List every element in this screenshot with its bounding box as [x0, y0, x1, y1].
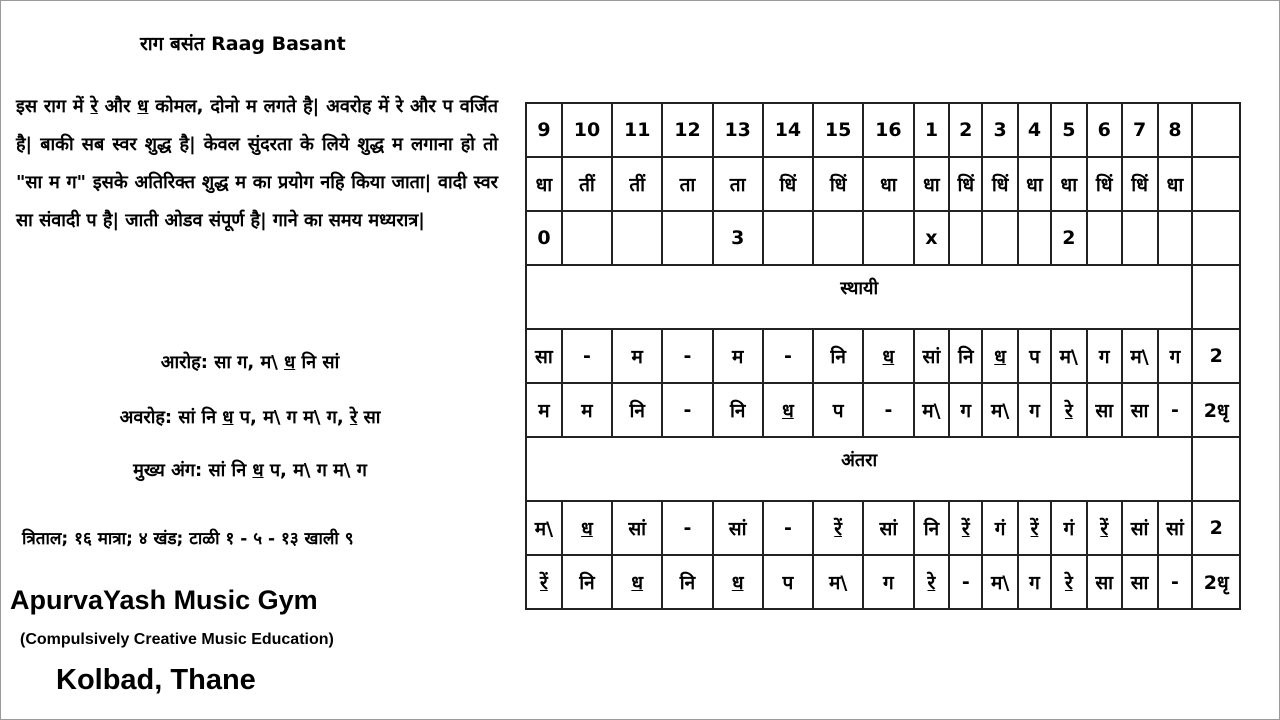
note-cell — [713, 555, 763, 609]
note-cell — [863, 383, 913, 437]
komal-note: रें — [961, 518, 970, 540]
note-cell — [1192, 555, 1240, 609]
mukhya-ang-line — [0, 458, 500, 482]
komal-note: रे — [927, 572, 936, 594]
text-segment: नि सां — [295, 352, 340, 373]
note-cell — [1018, 383, 1051, 437]
note: नि — [679, 572, 696, 594]
empty-cell — [1192, 265, 1240, 329]
note-cell — [1087, 555, 1122, 609]
taali-khali-row-cell: 2 — [1051, 211, 1087, 265]
note-cell — [763, 329, 813, 383]
note-cell — [1122, 555, 1158, 609]
note: - — [583, 345, 591, 367]
sthayi-label: स्थायी — [526, 265, 1192, 329]
note-cell — [1087, 501, 1122, 555]
note: - — [683, 345, 692, 367]
note: 2धृ — [1203, 400, 1229, 422]
note-cell — [562, 329, 612, 383]
aroh-line — [0, 350, 500, 374]
taali-khali-row-cell: x — [914, 211, 950, 265]
taali-khali-row-cell — [863, 211, 913, 265]
taal-info: त्रिताल; १६ मात्रा; ४ खंड; टाळी १ - ५ - १३ खाली ९ — [22, 529, 354, 549]
theka-bol-row-cell: ता — [713, 157, 763, 211]
komal-note: रें — [834, 518, 843, 540]
note-cell — [1051, 383, 1087, 437]
note: 2 — [1209, 345, 1223, 367]
note: गं — [994, 518, 1006, 540]
komal-note: रे — [1064, 572, 1073, 594]
note-cell — [813, 329, 863, 383]
note: प — [832, 400, 844, 422]
note-cell — [1087, 383, 1122, 437]
note: ग — [1098, 346, 1110, 368]
note-cell — [562, 555, 612, 609]
note-cell — [526, 555, 562, 609]
text-segment: प, म\ ग म\ ग, — [233, 407, 350, 428]
note: - — [961, 571, 970, 593]
theka-bol-row-cell: धा — [1051, 157, 1087, 211]
note-cell — [1122, 329, 1158, 383]
beat-number-row-cell: 6 — [1087, 103, 1122, 157]
komal-note: ध — [222, 407, 234, 428]
theka-bol-row-cell: तीं — [612, 157, 662, 211]
note-cell — [813, 555, 863, 609]
note-cell — [612, 501, 662, 555]
komal-note: ध — [137, 96, 149, 117]
taali-khali-row-cell — [1122, 211, 1158, 265]
antara-row — [526, 501, 1240, 555]
taali-khali-row-cell — [813, 211, 863, 265]
note: - — [683, 399, 692, 421]
note: म — [631, 346, 643, 368]
theka-bol-row-cell: धा — [914, 157, 950, 211]
taali-khali-row-cell — [1018, 211, 1051, 265]
note: ग — [960, 400, 972, 422]
avroh-line — [0, 405, 500, 429]
note: - — [1171, 399, 1179, 421]
beat-number-row-cell: 12 — [662, 103, 712, 157]
beat-number-row-cell: 5 — [1051, 103, 1087, 157]
note-cell — [612, 383, 662, 437]
antara-label-row — [526, 437, 1240, 501]
beat-number-row-cell: 10 — [562, 103, 612, 157]
note: सा — [1095, 572, 1114, 594]
note: - — [783, 517, 792, 539]
notation-table — [525, 102, 1241, 610]
note: - — [683, 517, 692, 539]
note: - — [783, 345, 792, 367]
note-cell — [982, 383, 1018, 437]
komal-note: रें — [1030, 518, 1039, 540]
komal-note: रे — [90, 96, 98, 117]
beat-number-row-cell: 2 — [949, 103, 982, 157]
taali-khali-row-cell — [982, 211, 1018, 265]
beat-number-row-cell: 14 — [763, 103, 813, 157]
note: नि — [830, 346, 846, 368]
beat-number-row-cell: 11 — [612, 103, 662, 157]
text-segment: प, म\ ग म\ ग — [263, 460, 367, 481]
note-cell — [1192, 501, 1240, 555]
komal-note: रे — [1064, 400, 1073, 422]
note-cell — [1018, 501, 1051, 555]
note-cell — [982, 555, 1018, 609]
note-cell — [526, 383, 562, 437]
note: नि — [958, 346, 974, 368]
note: नि — [629, 400, 645, 422]
theka-bol-row-cell: धा — [1018, 157, 1051, 211]
text-segment: कोमल, दोनो म लगते है| अवरोह में रे और प वर्जित है| बाकी सब स्वर शुद्ध है| केवल सुंदरता के लिये शुद्ध म लगाना हो तो "सा म ग" इसके अतिरिक्त शुद्ध म का प्रयोग नहि किया जाता| वादी स्वर सा संवादी प है| जाती ओडव संपूर्ण है| गाने का समय मध्यरात्र| — [16, 96, 499, 231]
text-segment: आरोह: सा ग, म\ — [160, 352, 285, 373]
note-cell — [1192, 383, 1240, 437]
note-cell — [949, 555, 982, 609]
note: सां — [628, 518, 647, 540]
note-cell — [982, 329, 1018, 383]
taali-khali-row-cell — [949, 211, 982, 265]
brand-tagline: (Compulsively Creative Music Education) — [20, 631, 334, 648]
beat-number-row-cell: 7 — [1122, 103, 1158, 157]
beat-number-row-cell: 3 — [982, 103, 1018, 157]
note-cell — [713, 501, 763, 555]
note-cell — [526, 329, 562, 383]
text-segment: मुख्य अंग: सां नि — [133, 460, 253, 481]
note-cell — [1018, 555, 1051, 609]
note: म\ — [534, 518, 554, 540]
taali-khali-row-cell — [1192, 211, 1240, 265]
note: सां — [1130, 518, 1149, 540]
note: म\ — [1059, 346, 1078, 368]
beat-number-row-cell: 13 — [713, 103, 763, 157]
komal-note: रे — [349, 407, 358, 428]
komal-note: ध — [731, 572, 744, 594]
note: नि — [579, 572, 595, 594]
note: सा — [1095, 400, 1114, 422]
theka-bol-row — [526, 157, 1240, 211]
brand-location: Kolbad, Thane — [56, 664, 256, 696]
text-segment: सा — [357, 407, 381, 428]
note-cell — [713, 329, 763, 383]
note: 2 — [1209, 517, 1223, 539]
taali-khali-row-cell — [1158, 211, 1193, 265]
note-cell — [914, 329, 950, 383]
note-cell — [562, 501, 612, 555]
taali-khali-row-cell — [662, 211, 712, 265]
note-cell — [949, 329, 982, 383]
note: ग — [1029, 400, 1040, 422]
taali-khali-row-cell: 3 — [713, 211, 763, 265]
sthayi-row — [526, 383, 1240, 437]
beat-number-row-cell: 4 — [1018, 103, 1051, 157]
theka-bol-row-cell: ता — [662, 157, 712, 211]
text-segment: अवरोह: सां नि — [119, 407, 223, 428]
note: म\ — [828, 572, 848, 594]
note-cell — [662, 555, 712, 609]
note-cell — [863, 329, 913, 383]
note: ग — [1169, 346, 1181, 368]
theka-bol-row-cell: धा — [1158, 157, 1193, 211]
text-segment: इस राग में — [16, 96, 91, 117]
note-cell — [526, 501, 562, 555]
note: सां — [728, 518, 747, 540]
note: म — [731, 346, 744, 368]
note-cell — [763, 501, 813, 555]
note-cell — [1122, 383, 1158, 437]
note-cell — [612, 555, 662, 609]
note-cell — [949, 383, 982, 437]
komal-note: ध — [994, 346, 1006, 368]
theka-bol-row-cell: धिं — [763, 157, 813, 211]
note-cell — [1158, 383, 1193, 437]
note: 2धृ — [1203, 572, 1229, 594]
note-cell — [1192, 329, 1240, 383]
note: म — [538, 400, 550, 422]
komal-note: ध — [631, 572, 644, 594]
note-cell — [914, 555, 950, 609]
note-cell — [982, 501, 1018, 555]
theka-bol-row-cell: धिं — [813, 157, 863, 211]
taali-khali-row-cell — [612, 211, 662, 265]
note-cell — [1051, 555, 1087, 609]
note-cell — [1051, 329, 1087, 383]
note-cell — [1051, 501, 1087, 555]
brand-name: ApurvaYash Music Gym — [10, 585, 318, 615]
taali-khali-row-cell — [763, 211, 813, 265]
note-cell — [914, 501, 950, 555]
beat-number-row-cell: 1 — [914, 103, 950, 157]
note-cell — [662, 329, 712, 383]
note-cell — [763, 555, 813, 609]
note: सां — [879, 518, 898, 540]
empty-cell — [1192, 437, 1240, 501]
note-cell — [1158, 555, 1193, 609]
note-cell — [713, 383, 763, 437]
note: सां — [1166, 518, 1184, 540]
taali-khali-row — [526, 211, 1240, 265]
note-cell — [813, 501, 863, 555]
note-cell — [662, 501, 712, 555]
beat-number-row-cell: 16 — [863, 103, 913, 157]
note: सां — [922, 346, 941, 368]
beat-number-row-cell — [1192, 103, 1240, 157]
note: सा — [1130, 572, 1149, 594]
note: ग — [1029, 572, 1040, 594]
note-cell — [949, 501, 982, 555]
beat-number-row-cell: 8 — [1158, 103, 1193, 157]
antara-row — [526, 555, 1240, 609]
note: म — [581, 400, 593, 422]
note: सा — [535, 346, 553, 368]
komal-note: ध — [284, 352, 296, 373]
note-cell — [1158, 501, 1193, 555]
note-cell — [662, 383, 712, 437]
note: म\ — [1130, 346, 1149, 368]
theka-bol-row-cell: धा — [526, 157, 562, 211]
sthayi-label-row — [526, 265, 1240, 329]
note-cell — [562, 383, 612, 437]
sthayi-row — [526, 329, 1240, 383]
note: म\ — [990, 400, 1010, 422]
theka-bol-row-cell: धिं — [1087, 157, 1122, 211]
note-cell — [763, 383, 813, 437]
note: - — [1171, 571, 1179, 593]
note-cell — [1018, 329, 1051, 383]
beat-number-row-cell: 9 — [526, 103, 562, 157]
komal-note: ध — [882, 346, 895, 368]
note-cell — [813, 383, 863, 437]
note: सा — [1130, 400, 1149, 422]
theka-bol-row-cell: तीं — [562, 157, 612, 211]
note: म\ — [922, 400, 941, 422]
komal-note: ध — [782, 400, 794, 422]
komal-note: रें — [540, 572, 548, 594]
note-cell — [863, 555, 913, 609]
text-segment: और — [97, 96, 138, 117]
note: ग — [883, 572, 894, 594]
komal-note: ध — [581, 518, 593, 540]
komal-note: ध — [252, 460, 264, 481]
note-cell — [1087, 329, 1122, 383]
theka-bol-row-cell — [1192, 157, 1240, 211]
note-cell — [863, 501, 913, 555]
note: नि — [729, 400, 746, 422]
note-cell — [914, 383, 950, 437]
raag-title: राग बसंत Raag Basant — [140, 33, 346, 55]
note: म\ — [990, 572, 1010, 594]
note-cell — [1122, 501, 1158, 555]
taali-khali-row-cell — [562, 211, 612, 265]
komal-note: रें — [1100, 518, 1109, 540]
beat-number-row-cell: 15 — [813, 103, 863, 157]
theka-bol-row-cell: धिं — [982, 157, 1018, 211]
note: - — [884, 399, 893, 421]
taali-khali-row-cell: 0 — [526, 211, 562, 265]
note-cell — [1158, 329, 1193, 383]
note: नि — [923, 518, 940, 540]
taali-khali-row-cell — [1087, 211, 1122, 265]
antara-label: अंतरा — [526, 437, 1192, 501]
raag-description — [16, 88, 498, 240]
theka-bol-row-cell: धिं — [1122, 157, 1158, 211]
note: प — [1029, 346, 1040, 368]
theka-bol-row-cell: धा — [863, 157, 913, 211]
note-cell — [612, 329, 662, 383]
theka-bol-row-cell: धिं — [949, 157, 982, 211]
note: प — [782, 572, 794, 594]
note: गं — [1063, 518, 1075, 540]
beat-number-row — [526, 103, 1240, 157]
